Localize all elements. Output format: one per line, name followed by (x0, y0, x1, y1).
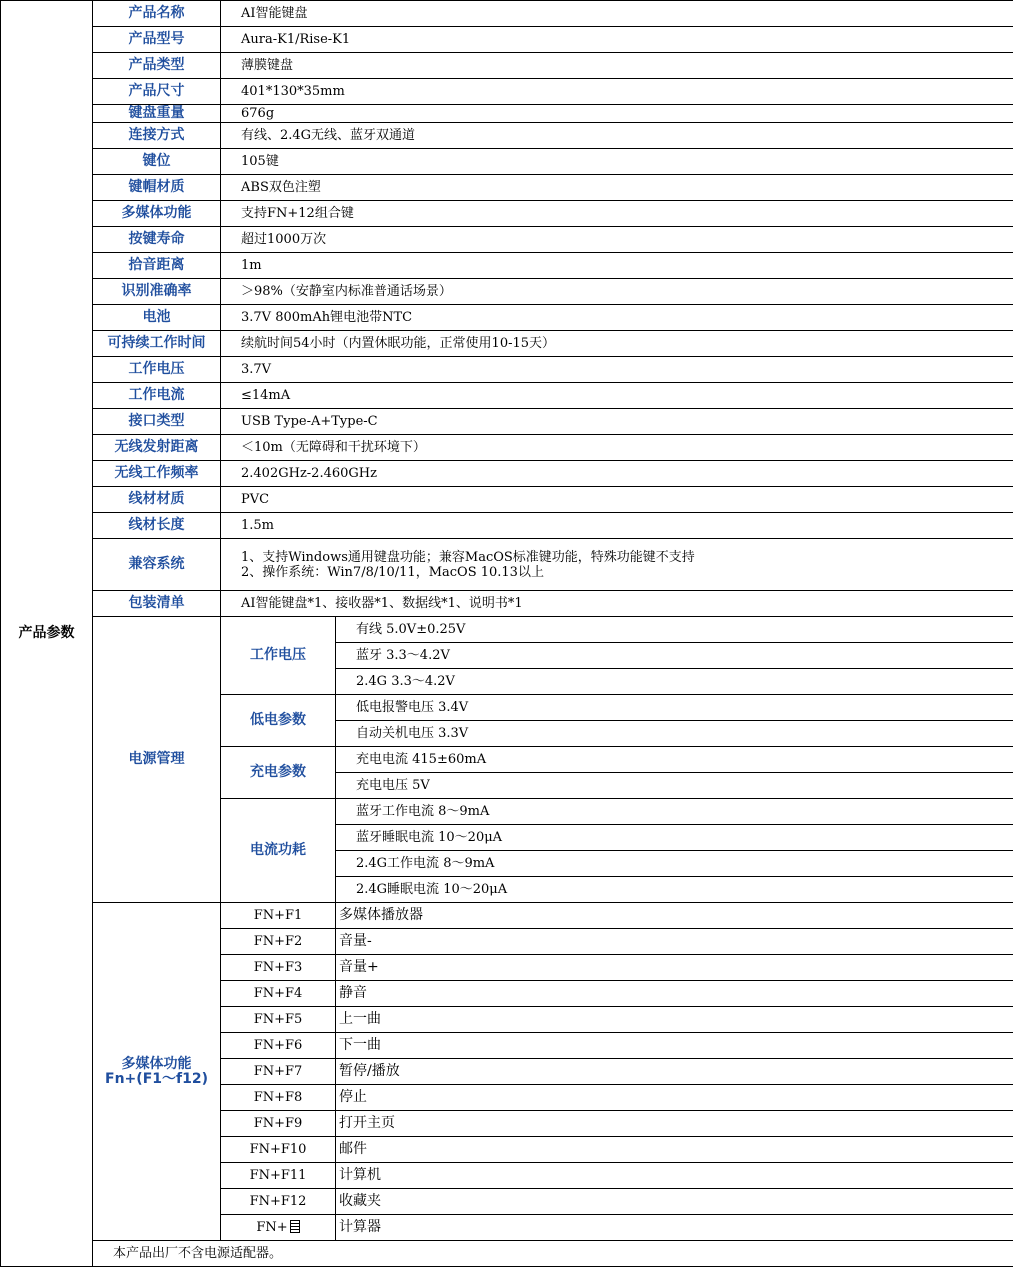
fn-func: 邮件 (336, 1137, 1013, 1163)
spec-row-product-name (1, 1, 1013, 27)
spec-label: 产品类型 (93, 53, 221, 79)
compat-line-2: 2、操作系统：Win7/8/10/11，MacOS 10.13以上 (241, 564, 544, 580)
spec-label: 按键寿命 (93, 227, 221, 253)
spec-row (1, 305, 1013, 331)
fn-func: 暂停/播放 (336, 1059, 1013, 1085)
spec-row (1, 253, 1013, 279)
multimedia-label-1: 多媒体功能 (121, 1055, 192, 1072)
power-group-label: 工作电压 (221, 617, 336, 695)
spec-label: 键盘重量 (93, 105, 221, 123)
spec-label: 多媒体功能 (93, 201, 221, 227)
spec-label: 工作电压 (93, 357, 221, 383)
spec-value: 续航时间54小时（内置休眠功能，正常使用10-15天） (221, 331, 1013, 357)
spec-label: 无线工作频率 (93, 461, 221, 487)
fn-key: FN+F9 (221, 1111, 336, 1137)
power-label: 电源管理 (93, 617, 221, 903)
fn-key-calculator (221, 1215, 336, 1241)
power-item: 蓝牙 3.3～4.2V (336, 643, 1013, 669)
spec-row (1, 435, 1013, 461)
power-item: 自动关机电压 3.3V (336, 721, 1013, 747)
fn-func: 打开主页 (336, 1111, 1013, 1137)
spec-value: ABS双色注塑 (221, 175, 1013, 201)
fn-func: 音量+ (336, 955, 1013, 981)
fn-key: FN+F11 (221, 1163, 336, 1189)
spec-row (1, 27, 1013, 53)
spec-label: 包装清单 (93, 591, 221, 617)
footnote-row (1, 1241, 1013, 1267)
footnote: 本产品出厂不含电源适配器。 (93, 1241, 1013, 1267)
spec-label: 接口类型 (93, 409, 221, 435)
power-item: 蓝牙工作电流 8～9mA (336, 799, 1013, 825)
spec-row-compat (1, 539, 1013, 591)
spec-value: 105键 (221, 149, 1013, 175)
fn-key: FN+F7 (221, 1059, 336, 1085)
fn-key: FN+F12 (221, 1189, 336, 1215)
spec-label: 线材长度 (93, 513, 221, 539)
spec-value: PVC (221, 487, 1013, 513)
fn-func: 多媒体播放器 (336, 903, 1013, 929)
power-row (1, 617, 1013, 643)
spec-label: 工作电流 (93, 383, 221, 409)
spec-label: 可持续工作时间 (93, 331, 221, 357)
fn-func: 停止 (336, 1085, 1013, 1111)
fn-key-prefix: FN+ (256, 1220, 288, 1235)
fn-key: FN+F3 (221, 955, 336, 981)
fn-key: FN+F10 (221, 1137, 336, 1163)
fn-key: FN+F2 (221, 929, 336, 955)
power-group-label: 充电参数 (221, 747, 336, 799)
spec-row-package (1, 591, 1013, 617)
spec-row (1, 227, 1013, 253)
spec-value: USB Type-A+Type-C (221, 409, 1013, 435)
spec-value: 1m (221, 253, 1013, 279)
power-item: 2.4G 3.3～4.2V (336, 669, 1013, 695)
spec-label: 拾音距离 (93, 253, 221, 279)
compat-line-1: 1、支持Windows通用键盘功能；兼容MacOS标准键功能，特殊功能键不支持 (241, 549, 695, 565)
spec-value: AI智能键盘*1、接收器*1、数据线*1、说明书*1 (221, 591, 1013, 617)
spec-row (1, 513, 1013, 539)
fn-func: 收藏夹 (336, 1189, 1013, 1215)
power-item: 充电电流 415±60mA (336, 747, 1013, 773)
spec-value: ≤14mA (221, 383, 1013, 409)
spec-label: 识别准确率 (93, 279, 221, 305)
fn-key: FN+F1 (221, 903, 336, 929)
power-item: 蓝牙睡眠电流 10～20μA (336, 825, 1013, 851)
spec-value: 有线、2.4G无线、蓝牙双通道 (221, 123, 1013, 149)
spec-value: 2.402GHz-2.460GHz (221, 461, 1013, 487)
fn-key: FN+F4 (221, 981, 336, 1007)
spec-label: 键帽材质 (93, 175, 221, 201)
power-group-label: 电流功耗 (221, 799, 336, 903)
spec-label: 产品尺寸 (93, 79, 221, 105)
fn-func: 计算器 (336, 1215, 1013, 1241)
spec-row (1, 409, 1013, 435)
spec-row (1, 175, 1013, 201)
multimedia-row (1, 903, 1013, 929)
fn-func: 计算机 (336, 1163, 1013, 1189)
power-item: 有线 5.0V±0.25V (336, 617, 1013, 643)
spec-row (1, 383, 1013, 409)
category-label: 产品参数 (1, 1, 93, 1267)
power-item: 低电报警电压 3.4V (336, 695, 1013, 721)
spec-value: ＜10m（无障碍和干扰环境下） (221, 435, 1013, 461)
spec-value: 3.7V 800mAh锂电池带NTC (221, 305, 1013, 331)
spec-row (1, 461, 1013, 487)
power-item: 2.4G睡眠电流 10～20μA (336, 877, 1013, 903)
fn-key: FN+F8 (221, 1085, 336, 1111)
fn-key: FN+F5 (221, 1007, 336, 1033)
spec-row (1, 105, 1013, 123)
spec-label: 电池 (93, 305, 221, 331)
power-group-label: 低电参数 (221, 695, 336, 747)
calculator-icon (290, 1220, 300, 1233)
spec-row (1, 123, 1013, 149)
spec-row (1, 201, 1013, 227)
spec-value: 3.7V (221, 357, 1013, 383)
spec-row (1, 357, 1013, 383)
spec-value: 支持FN+12组合键 (221, 201, 1013, 227)
spec-value: 超过1000万次 (221, 227, 1013, 253)
multimedia-label-2: Fn+(F1～f12) (105, 1070, 208, 1087)
fn-func: 上一曲 (336, 1007, 1013, 1033)
spec-row (1, 149, 1013, 175)
spec-row (1, 331, 1013, 357)
spec-label: 产品名称 (93, 1, 221, 27)
spec-label: 线材材质 (93, 487, 221, 513)
spec-value: ＞98%（安静室内标准普通话场景） (221, 279, 1013, 305)
fn-func: 下一曲 (336, 1033, 1013, 1059)
spec-value: Aura-K1/Rise-K1 (221, 27, 1013, 53)
spec-value: 401*130*35mm (221, 79, 1013, 105)
spec-label: 产品型号 (93, 27, 221, 53)
fn-key: FN+F6 (221, 1033, 336, 1059)
spec-row (1, 53, 1013, 79)
spec-row (1, 487, 1013, 513)
fn-func: 音量- (336, 929, 1013, 955)
spec-value: 薄膜键盘 (221, 53, 1013, 79)
spec-value: AI智能键盘 (221, 1, 1013, 27)
spec-row (1, 279, 1013, 305)
fn-func: 静音 (336, 981, 1013, 1007)
spec-value: 676g (221, 105, 1013, 123)
spec-label: 键位 (93, 149, 221, 175)
power-item: 2.4G工作电流 8～9mA (336, 851, 1013, 877)
spec-value: 1.5m (221, 513, 1013, 539)
spec-label: 兼容系统 (93, 539, 221, 591)
multimedia-label (93, 903, 221, 1241)
spec-label: 连接方式 (93, 123, 221, 149)
power-item: 充电电压 5V (336, 773, 1013, 799)
spec-label: 无线发射距离 (93, 435, 221, 461)
spec-row (1, 79, 1013, 105)
spec-value-compat (221, 539, 1013, 591)
